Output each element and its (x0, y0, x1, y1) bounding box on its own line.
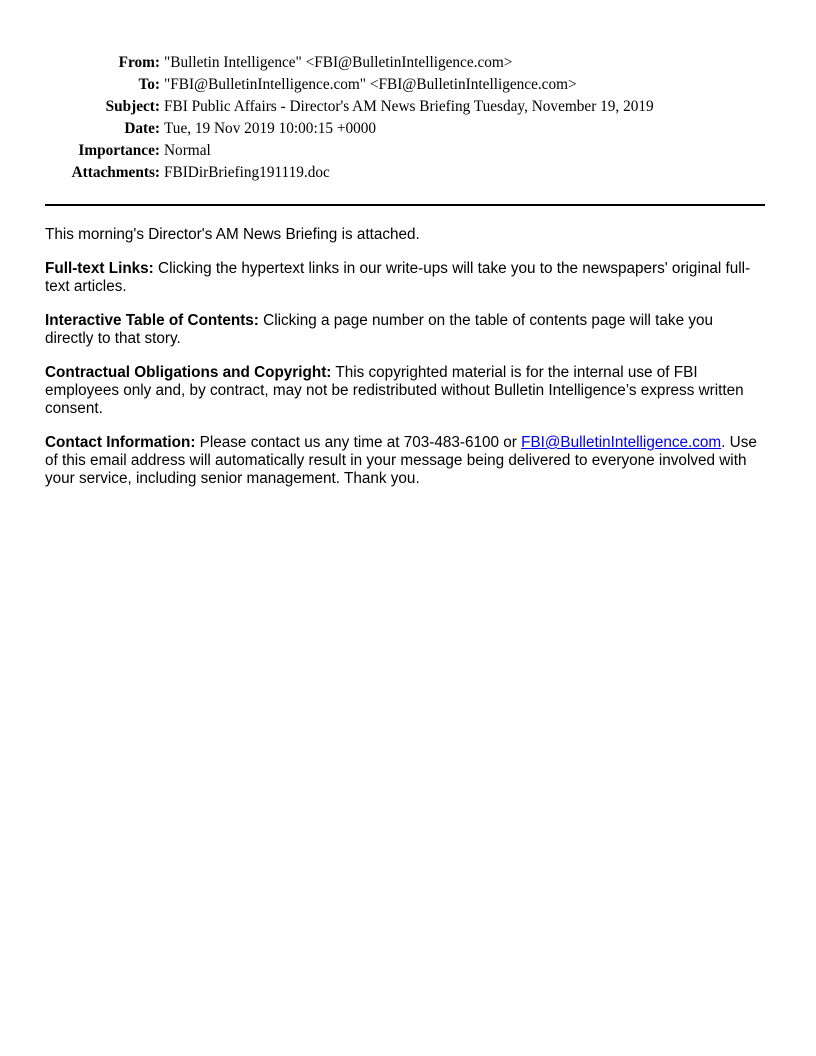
header-divider (45, 204, 765, 206)
header-row-attachments (0, 162, 816, 184)
email-body (45, 226, 765, 504)
contact-text-after: . Use of this email address will automatically result in your message being delivered to everyone involved with your service, including senior management. Thank you. (45, 434, 757, 487)
header-row-to (0, 74, 816, 96)
copyright-label: Contractual Obligations and Copyright: (45, 364, 332, 381)
toc-text: Clicking a page number on the table of contents page will take you directly to that story. (45, 312, 713, 347)
contact-label: Contact Information: (45, 434, 196, 451)
header-row-from (0, 52, 816, 74)
date-value: Tue, 19 Nov 2019 10:00:15 +0000 (164, 120, 377, 137)
contact-paragraph (45, 434, 765, 488)
to-value: "FBI@BulletinIntelligence.com" <FBI@BulletinIntelligence.com> (164, 76, 577, 93)
header-row-date (0, 118, 816, 140)
attachments-label: Attachments: (71, 164, 160, 181)
email-header (0, 52, 816, 184)
header-row-importance (0, 140, 816, 162)
contact-email-link[interactable]: FBI@BulletinIntelligence.com (521, 434, 722, 451)
from-value: "Bulletin Intelligence" <FBI@BulletinIntelligence.com> (164, 54, 513, 71)
date-label: Date: (124, 120, 160, 137)
importance-label: Importance: (78, 142, 160, 159)
to-label: To: (138, 76, 160, 93)
contact-text-before: Please contact us any time at 703-483-6100 or (195, 434, 522, 451)
header-row-subject (0, 96, 816, 118)
toc-paragraph (45, 312, 765, 348)
subject-label: Subject: (105, 98, 160, 115)
importance-value: Normal (164, 142, 211, 159)
full-text-links-label: Full-text Links: (45, 260, 154, 277)
attachment-file[interactable]: FBIDirBriefing191119.doc (164, 164, 330, 181)
toc-label: Interactive Table of Contents: (45, 312, 259, 329)
intro-paragraph: This morning's Director's AM News Briefing is attached. (45, 226, 420, 243)
full-text-links-text: Clicking the hypertext links in our write-ups will take you to the newspapers' original full-text articles. (45, 260, 751, 295)
subject-value: FBI Public Affairs - Director's AM News Briefing Tuesday, November 19, 2019 (164, 98, 654, 115)
full-text-links-paragraph (45, 260, 765, 296)
from-label: From: (118, 54, 160, 71)
copyright-paragraph (45, 364, 765, 418)
copyright-text: This copyrighted material is for the internal use of FBI employees only and, by contract, may not be redistributed without Bulletin Intelligence’s express written consent. (45, 364, 744, 417)
